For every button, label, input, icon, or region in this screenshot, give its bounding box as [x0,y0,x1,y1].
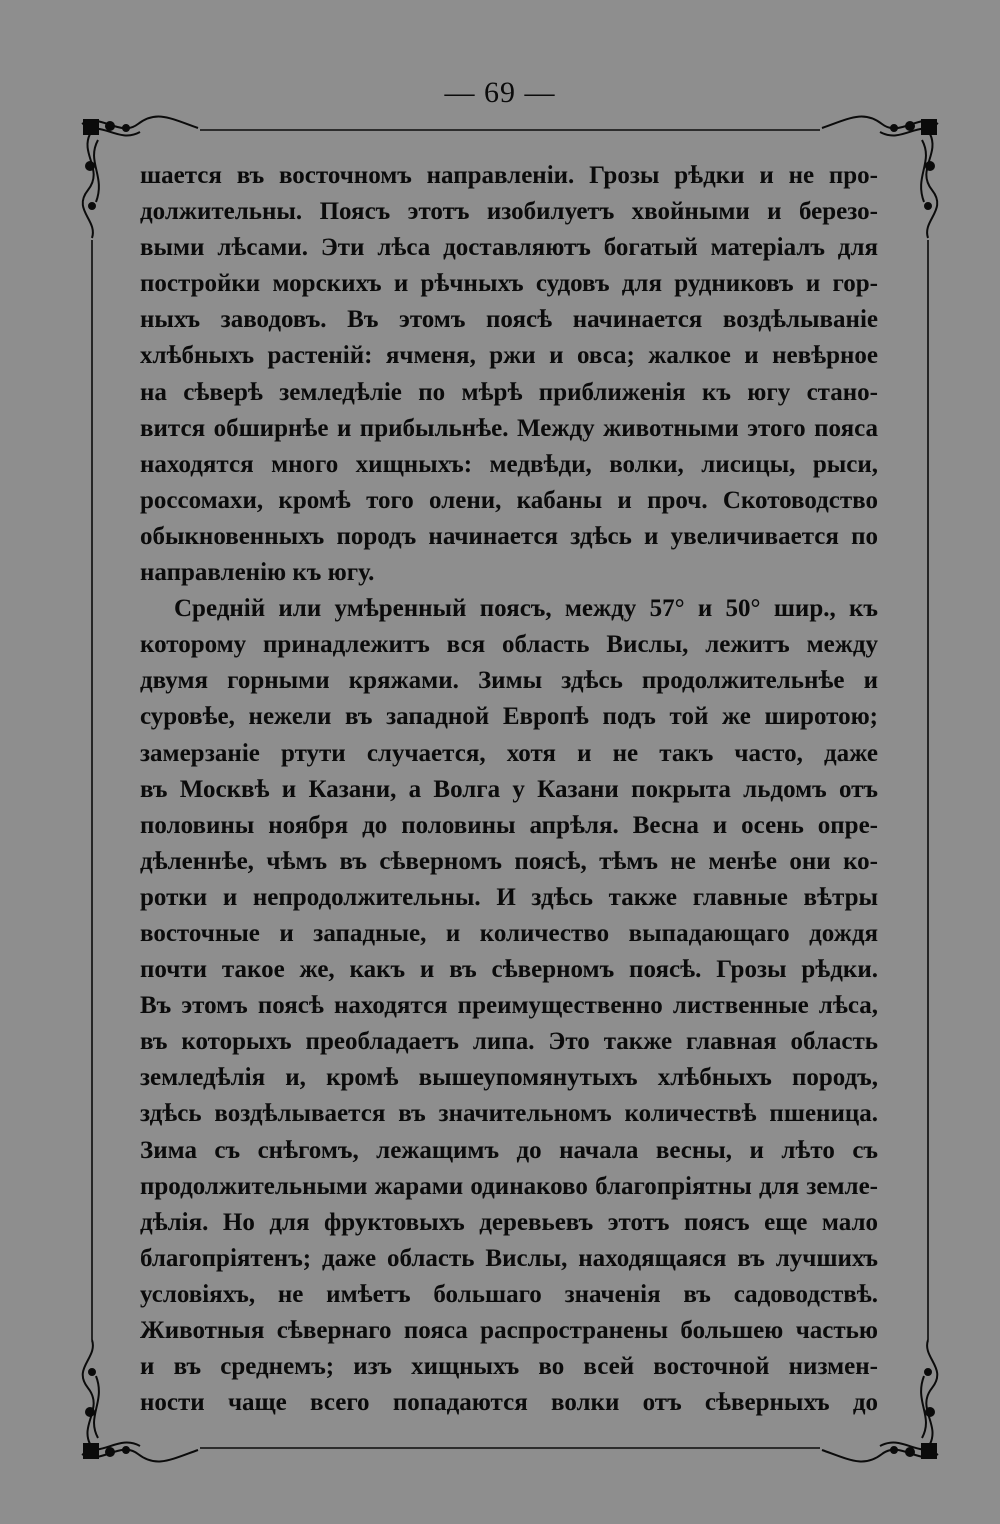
text-line: условіяхъ, не имѣетъ большаго значенія въ садоводствѣ. [140,1280,878,1308]
text-line: двумя горными кряжами. Зимы здѣсь продолжительнѣе и [140,667,878,695]
page-number: — 69 — [444,76,556,109]
text-line: замерзаніе ртути случается, хотя и не такъ часто, даже [140,739,878,767]
text-line: ности чаще всего попадаются волки отъ сѣверныхъ до [140,1389,878,1417]
text-line: которому принадлежитъ вся область Вислы, лежитъ между [140,631,878,659]
text-line: Животныя сѣвернаго пояса распространены большею частью [140,1317,878,1344]
text-line: здѣсь воздѣлывается въ значительномъ количествѣ пшеница. [140,1100,878,1128]
text-line: дѣлія. Но для фруктовыхъ деревьевъ этотъ поясъ еще мало [140,1208,878,1236]
text-line: ныхъ заводовъ. Въ этомъ поясѣ начинается воздѣлываніе [140,306,878,334]
text-line: половины ноября до половины апрѣля. Весна и осень опре- [140,811,878,839]
text-line: и въ среднемъ; изъ хищныхъ во всей восточной низмен- [140,1353,878,1381]
text-line: обыкновенныхъ породъ начинается здѣсь и увеличивается по [140,522,878,550]
text-line: дѣленнѣе, чѣмъ въ сѣверномъ поясѣ, тѣмъ не менѣе они ко- [140,847,878,875]
text-line: находятся много хищныхъ: медвѣди, волки, лисицы, рыси, [140,450,878,478]
body-text [140,158,878,1421]
text-line: шается въ восточномъ направленіи. Грозы рѣдки и не про- [140,162,878,189]
text-line: на сѣверѣ земледѣліе по мѣрѣ приближенія къ югу стано- [140,378,878,406]
text-line: россомахи, кромѣ того олени, кабаны и проч. Скотоводство [140,486,878,514]
text-line: въ Москвѣ и Казани, а Волга у Казани покрыта льдомъ отъ [140,775,878,803]
text-line: выми лѣсами. Эти лѣса доставляютъ богатый матеріалъ для [140,234,878,262]
text-line: восточные и западные, и количество выпадающаго дождя [140,919,878,947]
text-line: направленію къ югу. [140,559,375,587]
text-line: вится обширнѣе и прибыльнѣе. Между животными этого пояса [140,414,878,442]
text-line: благопріятенъ; даже область Вислы, находящаяся въ лучшихъ [140,1244,878,1272]
text-line: Зима съ снѣгомъ, лежащимъ до начала весны, и лѣто съ [140,1136,878,1164]
text-line: постройки морскихъ и рѣчныхъ судовъ для рудниковъ и гор- [140,270,878,298]
text-line: Средній или умѣренный поясъ, между 57° и 50° шир., къ [174,595,878,623]
text-line: Въ этомъ поясѣ находятся преимущественно лиственные лѣса, [140,992,878,1020]
text-line: ротки и непродолжительны. И здѣсь также главные вѣтры [140,883,878,911]
text-line: почти такое же, какъ и въ сѣверномъ поясѣ. Грозы рѣдки. [140,956,878,984]
text-line: хлѣбныхъ растеній: ячменя, ржи и овса; жалкое и невѣрное [140,342,878,370]
text-line: продолжительными жарами одинаково благопріятны для земле- [140,1172,878,1200]
text-line: суровѣе, нежели въ западной Европѣ подъ той же широтою; [140,703,878,731]
text-line: должительны. Поясъ этотъ изобилуетъ хвойными и березо- [140,198,878,226]
text-line: въ которыхъ преобладаетъ липа. Это также главная область [140,1028,878,1056]
text-line: земледѣлія и, кромѣ вышеупомянутыхъ хлѣбныхъ породъ, [140,1064,878,1092]
